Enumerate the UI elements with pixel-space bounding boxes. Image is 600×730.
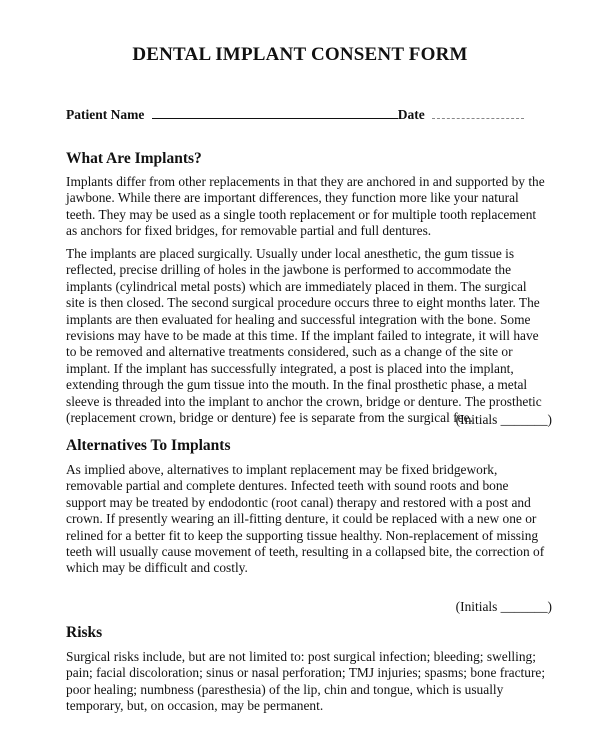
- date-label: Date: [397, 107, 425, 122]
- text-line: pain; facial discoloration; sinus or nasal perforation; TMJ injuries; spasms; bone fracture;: [66, 665, 546, 681]
- form-title: DENTAL IMPLANT CONSENT FORM: [132, 44, 468, 65]
- text-line: As implied above, alternatives to implant replacement may be fixed bridgework,: [66, 462, 498, 477]
- text-line: sleeve is threaded into the implant to anchor the crown, bridge or denture. The prosthetic: [66, 393, 542, 409]
- text-line: as anchors for fixed bridges, for removable partial and full dentures.: [66, 223, 432, 239]
- date-field[interactable]: [432, 108, 524, 119]
- text-line: The implants are placed surgically. Usually under local anesthetic, the gum tissue is: [66, 246, 515, 261]
- text-line: removable partial and complete dentures. Infected teeth with sound roots and bone: [66, 478, 509, 494]
- text-line: jawbone. While there are important differences, they function more like your natural: [66, 190, 519, 206]
- text-line: to be removed and alternative treatments considered, such as a change of the site or: [66, 344, 513, 360]
- patient-info-row: [66, 107, 524, 123]
- patient-name-field[interactable]: [152, 108, 398, 119]
- text-line: teeth. They may be used as a single tooth replacement or for multiple tooth replacement: [66, 206, 537, 222]
- paragraph: [66, 462, 544, 577]
- text-line: teeth will usually cause movement of teeth, resulting in a collapsed bite, the correction of: [66, 544, 545, 560]
- text-line: revisions may have to be made at this time. If the implant failed to integrate, it will have: [66, 328, 539, 344]
- patient-name-label: Patient Name: [66, 107, 145, 122]
- initials-field[interactable]: (Initials _______): [455, 412, 552, 427]
- paragraph: [66, 246, 542, 426]
- text-line: poor healing; numbness (paresthesia) of the lip, chin and tongue, which is usually: [66, 681, 504, 697]
- text-line: support may be treated by endodontic (root canal) therapy and restored with a post and: [66, 494, 531, 510]
- section-heading: What Are Implants?: [66, 150, 202, 167]
- section-heading: Alternatives To Implants: [66, 437, 231, 454]
- text-line: reflected, precise drilling of holes in the jawbone is performed to accommodate the: [66, 262, 512, 278]
- initials-field[interactable]: (Initials _______): [455, 599, 552, 614]
- text-line: implant. If the implant has successfully integrated, a post is placed into the implant,: [66, 360, 514, 376]
- text-line: extending through the gum tissue into the mouth. In the final prosthetic phase, a metal: [66, 377, 528, 393]
- paragraph: [66, 174, 545, 240]
- text-line: which may be difficult and costly.: [66, 560, 248, 576]
- text-line: implants (cylindrical metal posts) which are immediately placed in them. The surgical: [66, 278, 527, 294]
- text-line: relined for a better fit to keep the supporting tissue healthy. Non-replacement of missing: [66, 527, 539, 543]
- text-line: Implants differ from other replacements in that they are anchored in and supported by the: [66, 174, 545, 189]
- text-line: Surgical risks include, but are not limited to: post surgical infection; bleeding; swelling;: [66, 649, 536, 664]
- paragraph: [66, 649, 545, 715]
- section-heading: Risks: [66, 624, 103, 641]
- text-line: temporary, but, on occasion, may be permanent.: [66, 698, 324, 714]
- text-line: implants are then evaluated for healing and successful integration with the bone. Some: [66, 311, 531, 327]
- text-line: (replacement crown, bridge or denture) fee is separate from the surgical fee.: [66, 410, 473, 426]
- text-line: crown. If presently wearing an ill-fitting denture, it could be replaced with a new one or: [66, 511, 537, 527]
- text-line: site is then closed. The second surgical procedure occurs three to eight months later. The: [66, 295, 540, 311]
